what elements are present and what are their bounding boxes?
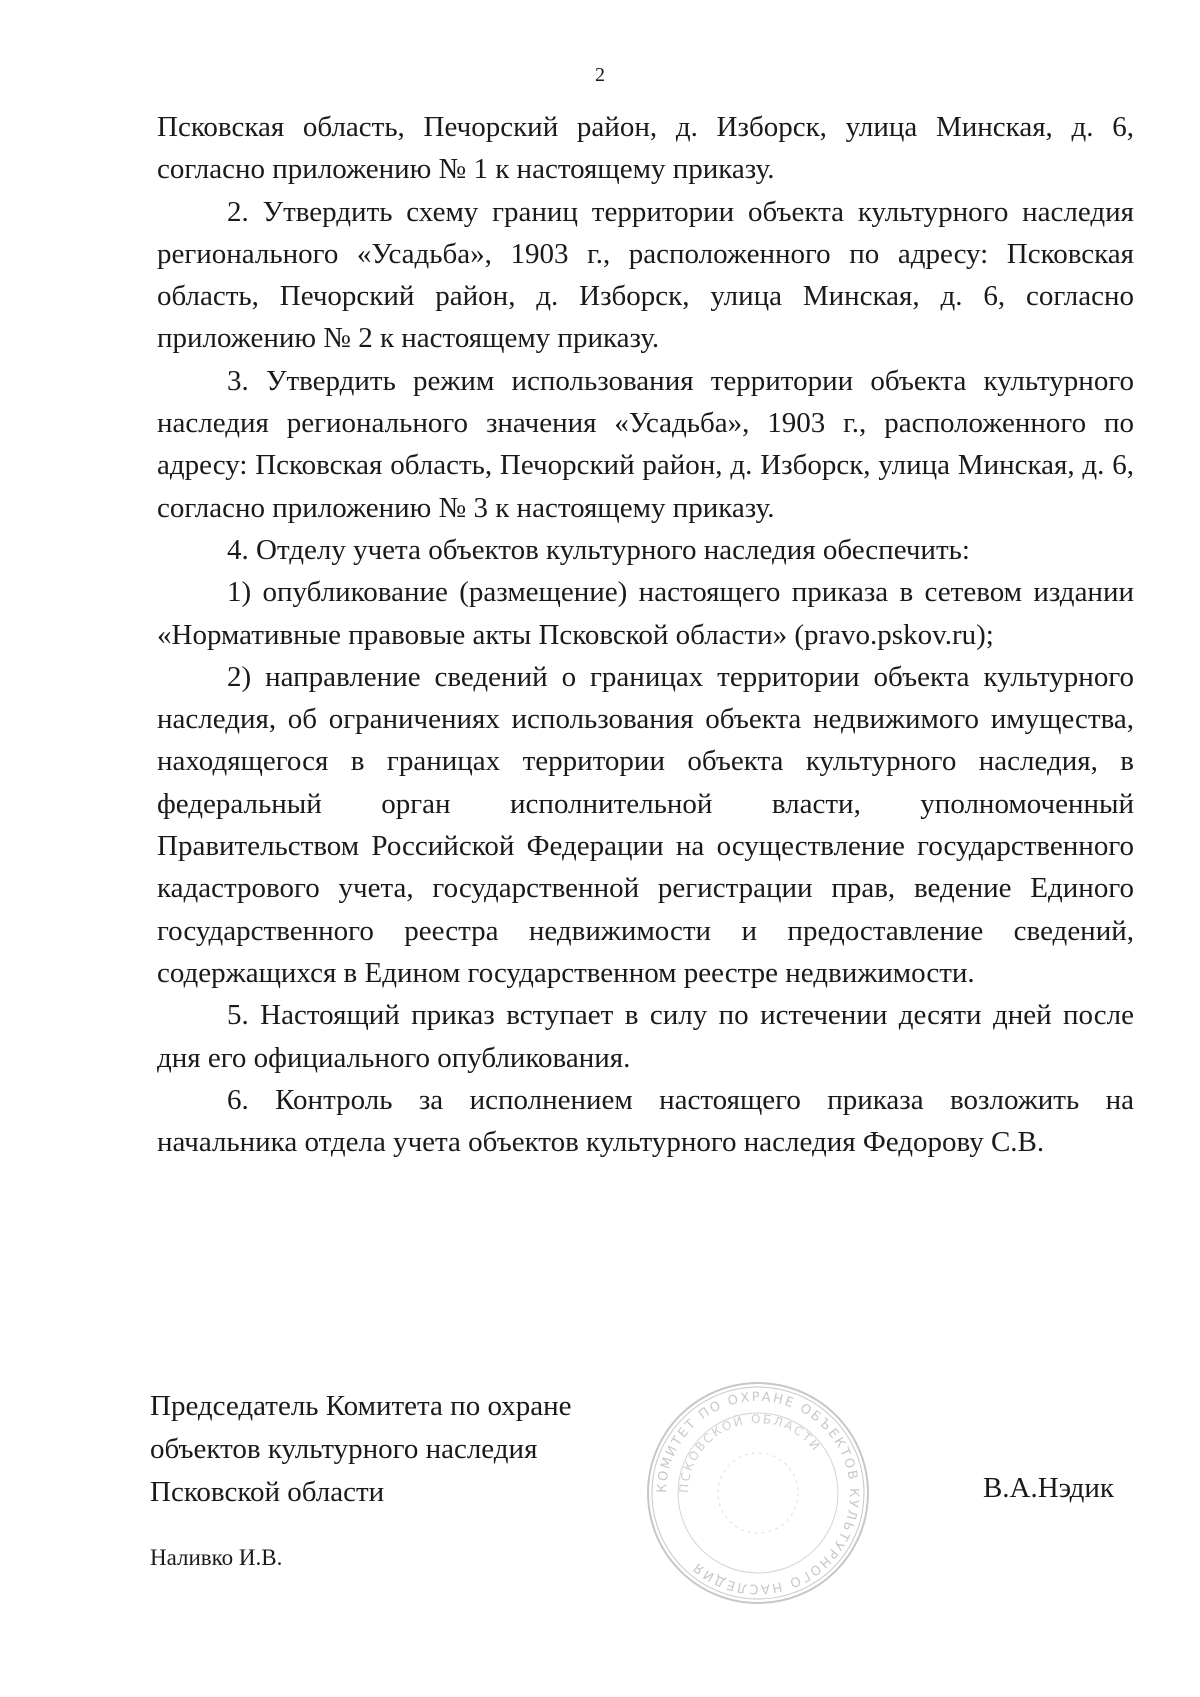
signatory-position (150, 1385, 572, 1514)
paragraph-item-4: 4. Отделу учета объектов культурного наследия обеспечить: (227, 533, 970, 566)
signatory-position-line: объектов культурного наследия (150, 1433, 538, 1465)
paragraph-subitem-1: 1) опубликование (размещение) настоящего приказа в сетевом издании «Нормативные правовые акты Псковской области» (pravo.pskov.ru); (157, 576, 1134, 651)
executor-name: Наливко И.В. (150, 1545, 283, 1570)
paragraph-continuation: Псковская область, Печорский район, д. Изборск, улица Минская, д. 6, согласно приложению № 1 к настоящему приказу. (157, 111, 1134, 186)
paragraph-item-5: 5. Настоящий приказ вступает в силу по истечении десяти дней после дня его официального опубликования. (157, 999, 1134, 1074)
paragraph-item-3: 3. Утвердить режим использования территории объекта культурного наследия регионального значения «Усадьба», 1903 г., расположенного по адресу: Псковская область, Печорский район, д. Изборск, улица Минская, д. 6, согласно приложению № 3 к настоящему приказу. (157, 364, 1134, 524)
paragraph-item-2: 2. Утвердить схему границ территории объекта культурного наследия регионального «Усадьба», 1903 г., расположенного по адресу: Псковская область, Печорский район, д. Изборск, улица Минская, д. 6, согласно приложению № 2 к настоящему приказу. (157, 195, 1134, 355)
document-body (157, 106, 1134, 1163)
official-seal-stamp (643, 1378, 873, 1608)
paragraph-item-6: 6. Контроль за исполнением настоящего приказа возложить на начальника отдела учета объектов культурного наследия Федорову С.В. (157, 1083, 1134, 1159)
signatory-position-line: Псковской области (150, 1476, 385, 1508)
seal-outer-text: КОМИТЕТ ПО ОХРАНЕ ОБЪЕКТОВ КУЛЬТУРНОГО НАСЛЕДИЯ (654, 1389, 862, 1597)
paragraph-subitem-2: 2) направление сведений о границах территории объекта культурного наследия, об ограничениях использования объекта недвижимого имущества, находящегося в границах территории объекта культурного наследия, в федеральный орган исполнительной власти, уполномоченный Правительством Российской Федерации на осуществление государственного кадастрового учета, государственной регистрации прав, ведение Единого государственного реестра недвижимости и предоставление сведений, содержащихся в Едином государственном реестре недвижимости. (157, 660, 1134, 989)
seal-inner-text: ПСКОВСКОЙ ОБЛАСТИ (676, 1411, 824, 1494)
page-number: 2 (595, 64, 605, 86)
signatory-name: В.А.Нэдик (982, 1472, 1114, 1504)
signatory-position-line: Председатель Комитета по охране (150, 1390, 572, 1422)
